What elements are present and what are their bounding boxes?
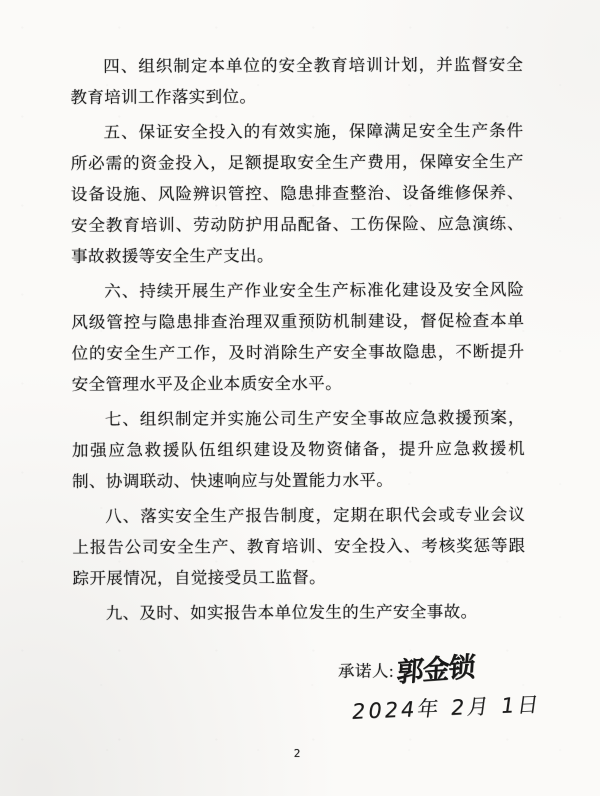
handwritten-date: 2024年 2月 1日 [350, 692, 543, 724]
signature-label: 承诺人: [337, 661, 395, 681]
signature-block [337, 651, 543, 726]
paragraph-clause-6: 六、持续开展生产作业安全生产标准化建设及安全风险风级管控与隐患排查治理双重预防机制建设，督促检查本单位的安全生产工作，及时消除生产安全事故隐患，不断提升安全管理水平及企业本质安全水平。 [71, 280, 525, 394]
handwritten-signature: 郭金锁 [395, 651, 476, 689]
date-row [350, 692, 543, 726]
signature-row [338, 651, 526, 688]
page-number: 2 [293, 747, 301, 760]
paragraph-clause-4: 四、组织制定本单位的安全教育培训计划，并监督安全教育培训工作落实到位。 [70, 55, 524, 108]
paragraph-clause-9: 九、及时、如实报告本单位发生的生产安全事故。 [105, 602, 478, 623]
paragraph-clause-7: 七、组织制定并实施公司生产安全事故应急救援预案，加强应急救援队伍组织建设及物资储备，提升应急救援机制、协调联动、快速响应与处置能力水平。 [71, 408, 526, 491]
paragraph-clause-5: 五、保证安全投入的有效实施，保障满足安全生产条件所必需的资金投入，足额提取安全生产费用，保障安全生产设备设施、风险辨识管控、隐患排查整治、设备维修保养、安全教育培训、劳动防护用品配备、工伤保险、应急演练、事故救援等安全生产支出。 [70, 121, 525, 267]
paragraph-clause-8: 八、落实安全生产报告制度，定期在职代会或专业会议上报告公司安全生产、教育培训、安全投入、考核奖惩等跟踪开展情况，自觉接受员工监督。 [72, 505, 526, 588]
